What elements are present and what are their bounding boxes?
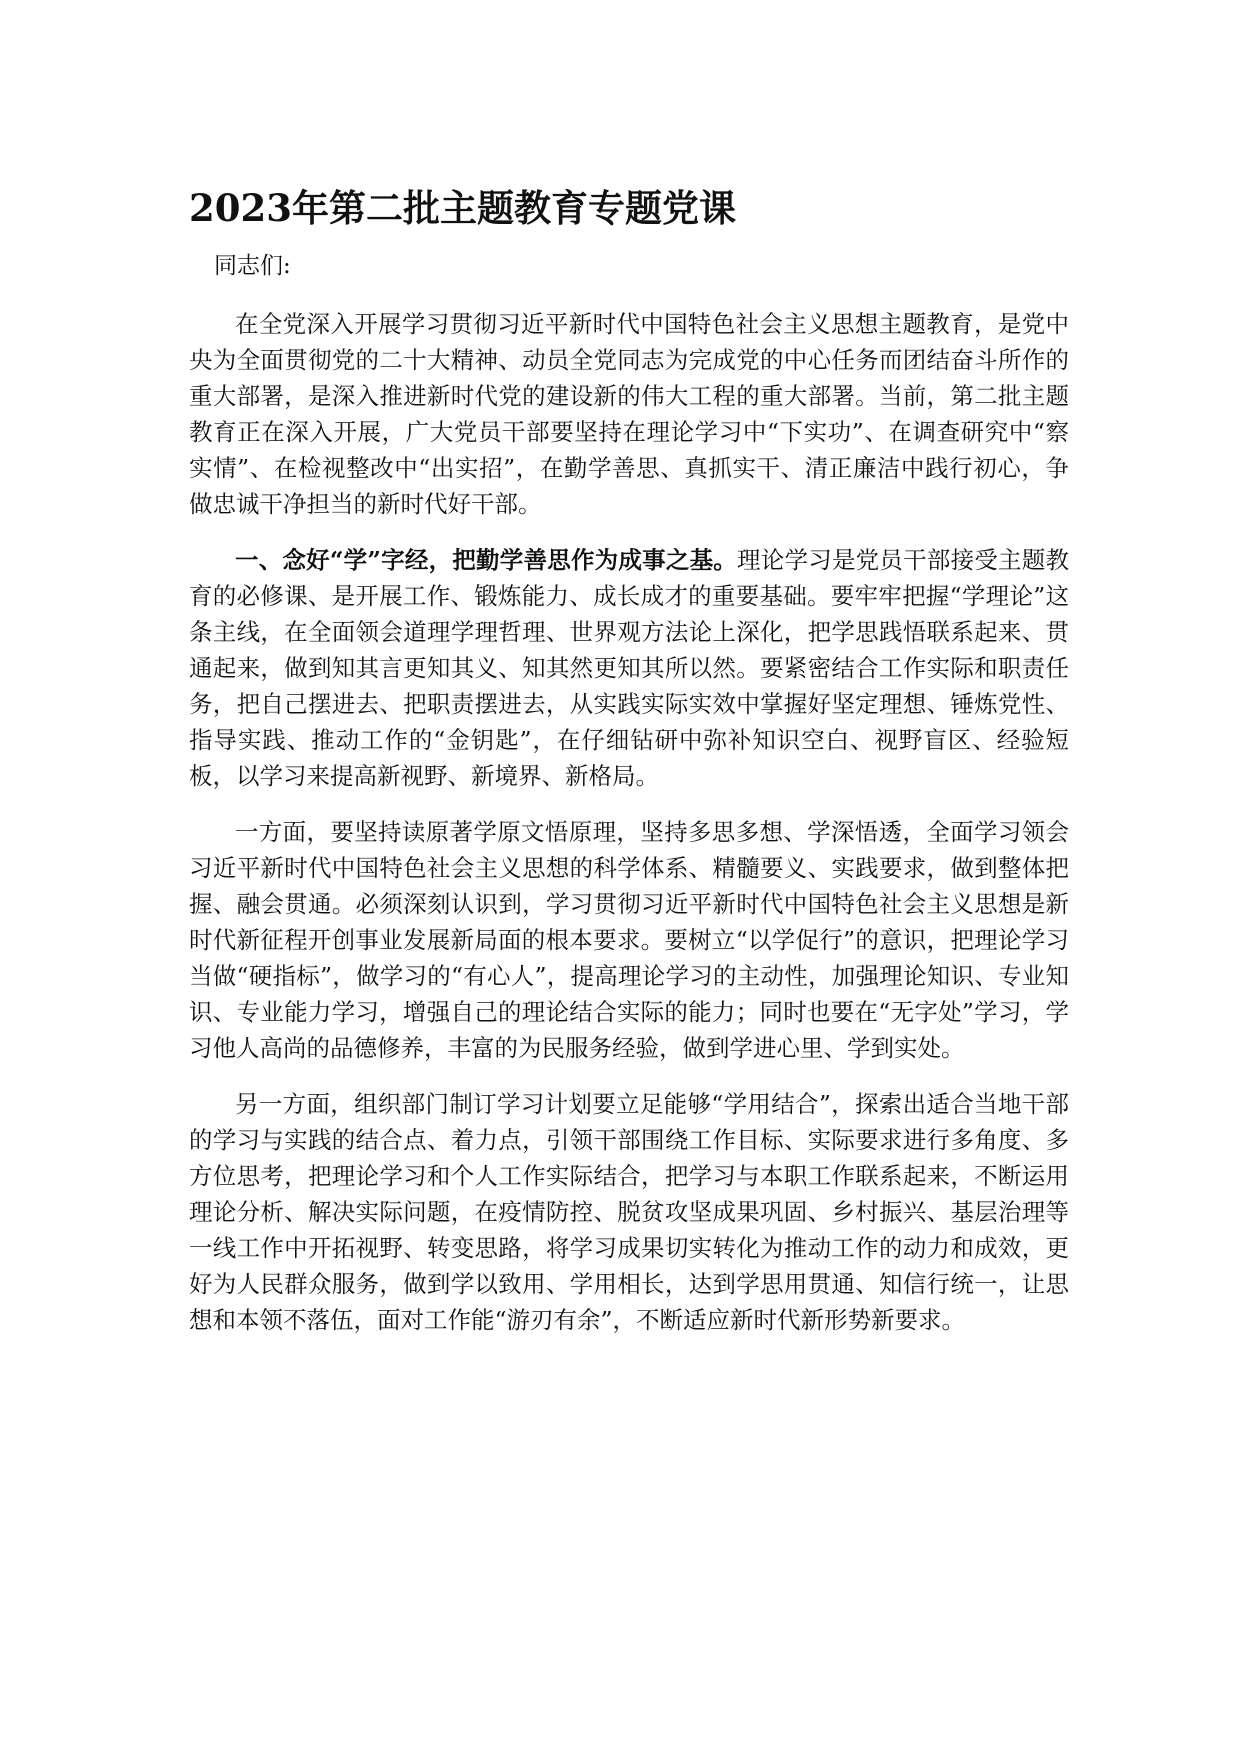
section-heading: 一、念好“学”字经，把勤学善思作为成事之基。 bbox=[235, 546, 738, 574]
document-title: 2023年第二批主题教育专题党课 bbox=[189, 186, 736, 230]
paragraph-text: 一方面，要坚持读原著学原文悟原理，坚持多思多想、学深悟透，全面学习领会习近平新时代中国特色社会主义思想的科学体系、精髓要义、实践要求，做到整体把握、融会贯通。必须深刻认识到，学习贯彻习近平新时代中国特色社会主义思想是新时代新征程开创事业发展新局面的根本要求。要树立“以学促行”的意识，把理论学习当做“硬指标”，做学习的“有心人”，提高理论学习的主动性，加强理论知识、专业知识、专业能力学习，增强自己的理论结合实际的能力；同时也要在“无字处”学习，学习他人高尚的品德修养，丰富的为民服务经验，做到学进心里、学到实处。 bbox=[189, 818, 1069, 1062]
paragraph-section-one bbox=[189, 542, 1069, 794]
document-page bbox=[189, 178, 1069, 1338]
salutation: 同志们: bbox=[214, 253, 291, 279]
paragraph-other-aspect bbox=[189, 1086, 1069, 1338]
paragraph-one-aspect bbox=[189, 814, 1069, 1066]
paragraph-text: 理论学习是党员干部接受主题教育的必修课、是开展工作、锻炼能力、成长成才的重要基础。要牢牢把握“学理论”这条主线，在全面领会道理学理哲理、世界观方法论上深化，把学思践悟联系起来、贯通起来，做到知其言更知其义、知其然更知其所以然。要紧密结合工作实际和职责任务，把自己摆进去、把职责摆进去，从实践实际实效中掌握好坚定理想、锤炼党性、指导实践、推动工作的“金钥匙”，在仔细钻研中弥补知识空白、视野盲区、经验短板，以学习来提高新视野、新境界、新格局。 bbox=[189, 546, 1070, 790]
paragraph-intro bbox=[189, 306, 1069, 522]
paragraph-text: 另一方面，组织部门制订学习计划要立足能够“学用结合”，探索出适合当地干部的学习与实践的结合点、着力点，引领干部围绕工作目标、实际要求进行多角度、多方位思考，把理论学习和个人工作实际结合，把学习与本职工作联系起来，不断运用理论分析、解决实际问题，在疫情防控、脱贫攻坚成果巩固、乡村振兴、基层治理等一线工作中开拓视野、转变思路，将学习成果切实转化为推动工作的动力和成效，更好为人民群众服务，做到学以致用、学用相长，达到学思用贯通、知信行统一，让思想和本领不落伍，面对工作能“游刃有余”，不断适应新时代新形势新要求。 bbox=[189, 1090, 1069, 1334]
paragraph-text: 在全党深入开展学习贯彻习近平新时代中国特色社会主义思想主题教育，是党中央为全面贯彻党的二十大精神、动员全党同志为完成党的中心任务而团结奋斗所作的重大部署，是深入推进新时代党的建设新的伟大工程的重大部署。当前，第二批主题教育正在深入开展，广大党员干部要坚持在理论学习中“下实功”、在调查研究中“察实情”、在检视整改中“出实招”，在勤学善思、真抓实干、清正廉洁中践行初心，争做忠诚干净担当的新时代好干部。 bbox=[189, 310, 1069, 518]
